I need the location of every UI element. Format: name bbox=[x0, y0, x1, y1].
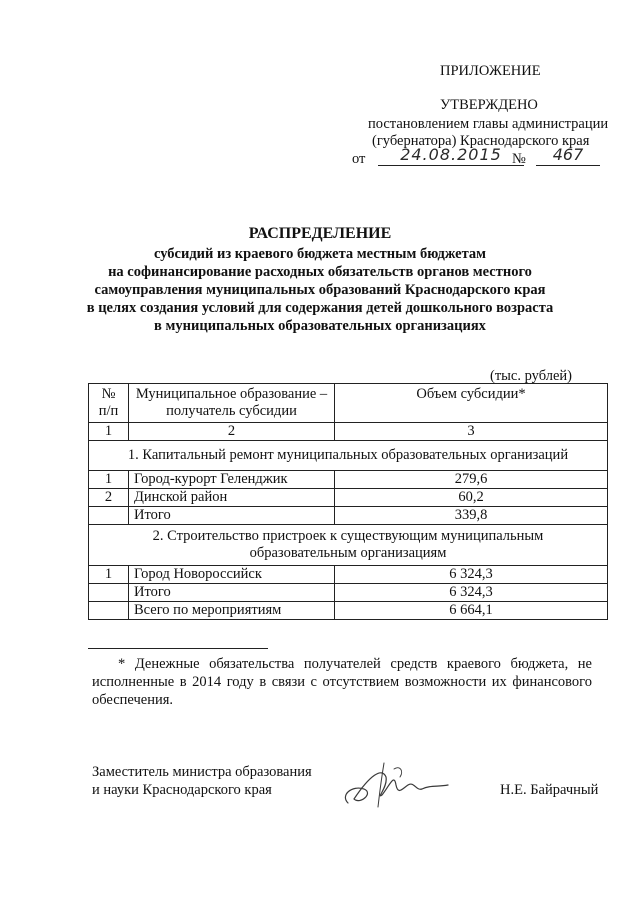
subtotal-label: Итого bbox=[129, 507, 335, 525]
grand-total-row bbox=[89, 602, 608, 620]
row-municipality: Динской район bbox=[129, 489, 335, 507]
footnote-divider bbox=[88, 648, 268, 649]
table-row bbox=[89, 566, 608, 584]
approved-label: УТВЕРЖДЕНО bbox=[440, 97, 538, 113]
row-number: 1 bbox=[89, 566, 129, 584]
footnote-text: * Денежные обязательства получателей средств краевого бюджета, не исполненные в 2014 году в связи с отсутствием возможности их финансового обеспечения. bbox=[92, 656, 592, 708]
colnum-3: 3 bbox=[335, 423, 608, 441]
header-municipality-l2: получатель субсидии bbox=[166, 403, 297, 419]
subtotal-amount: 6 324,3 bbox=[335, 584, 608, 602]
signer-position-l2: и науки Краснодарского края bbox=[92, 782, 272, 798]
title-line-1: РАСПРЕДЕЛЕНИЕ bbox=[248, 225, 392, 242]
approval-byline-1: постановлением главы администрации bbox=[368, 116, 609, 132]
header-amount: Объем субсидии* bbox=[335, 384, 608, 423]
section-row bbox=[89, 441, 608, 471]
section-row bbox=[89, 525, 608, 566]
header-municipality-l1: Муниципальное образование – bbox=[135, 386, 328, 402]
header-number-l1: № bbox=[101, 386, 116, 402]
colnum-1: 1 bbox=[89, 423, 129, 441]
signer-position-l1: Заместитель министра образования bbox=[92, 764, 312, 780]
title-line-3: на софинансирование расходных обязательств органов местного bbox=[108, 264, 532, 280]
appendix-label: ПРИЛОЖЕНИЕ bbox=[440, 63, 541, 79]
table-row bbox=[89, 471, 608, 489]
header-number bbox=[89, 384, 129, 423]
section-1-title: 1. Капитальный ремонт муниципальных образовательных организаций bbox=[89, 441, 608, 471]
signer-name: Н.Е. Байрачный bbox=[500, 782, 599, 798]
row-amount: 6 324,3 bbox=[335, 566, 608, 584]
number-label: № bbox=[512, 151, 526, 167]
handwritten-number: 467 bbox=[536, 146, 600, 166]
approval-date-line bbox=[352, 145, 612, 172]
grand-total-label: Всего по мероприятиям bbox=[129, 602, 335, 620]
row-number: 1 bbox=[89, 471, 129, 489]
approval-byline-2: (губернатора) Краснодарского края bbox=[372, 133, 590, 149]
table-row bbox=[89, 489, 608, 507]
header-municipality bbox=[129, 384, 335, 423]
title-line-6: в муниципальных образовательных организациях bbox=[154, 318, 486, 334]
row-number-empty bbox=[89, 602, 129, 620]
row-amount: 279,6 bbox=[335, 471, 608, 489]
colnum-2: 2 bbox=[129, 423, 335, 441]
handwritten-date: 24.08.2015 bbox=[378, 146, 524, 166]
row-number-empty bbox=[89, 584, 129, 602]
section-2-title-l1: 2. Строительство пристроек к существующим муниципальным bbox=[152, 528, 544, 544]
subsidy-distribution-table bbox=[88, 383, 608, 620]
subtotal-amount: 339,8 bbox=[335, 507, 608, 525]
table-header-row bbox=[89, 384, 608, 423]
subtotal-row bbox=[89, 584, 608, 602]
row-amount: 60,2 bbox=[335, 489, 608, 507]
column-numbers-row bbox=[89, 423, 608, 441]
subtotal-row bbox=[89, 507, 608, 525]
title-line-2: субсидий из краевого бюджета местным бюджетам bbox=[153, 246, 487, 262]
row-number: 2 bbox=[89, 489, 129, 507]
row-municipality: Город Новороссийск bbox=[129, 566, 335, 584]
grand-total-amount: 6 664,1 bbox=[335, 602, 608, 620]
row-number-empty bbox=[89, 507, 129, 525]
handwritten-signature-icon bbox=[330, 755, 460, 815]
row-municipality: Город-курорт Геленджик bbox=[129, 471, 335, 489]
title-line-4: самоуправления муниципальных образований Краснодарского края bbox=[94, 282, 546, 298]
section-2-title-l2: образовательным организациям bbox=[249, 545, 447, 561]
units-label: (тыс. рублей) bbox=[490, 368, 572, 384]
title-line-5: в целях создания условий для содержания детей дошкольного возраста bbox=[86, 300, 554, 316]
document-title bbox=[60, 225, 580, 335]
subtotal-label: Итого bbox=[129, 584, 335, 602]
section-2-title bbox=[89, 525, 608, 566]
from-label: от bbox=[352, 151, 366, 167]
signer-position bbox=[92, 763, 312, 799]
header-number-l2: п/п bbox=[98, 403, 119, 419]
